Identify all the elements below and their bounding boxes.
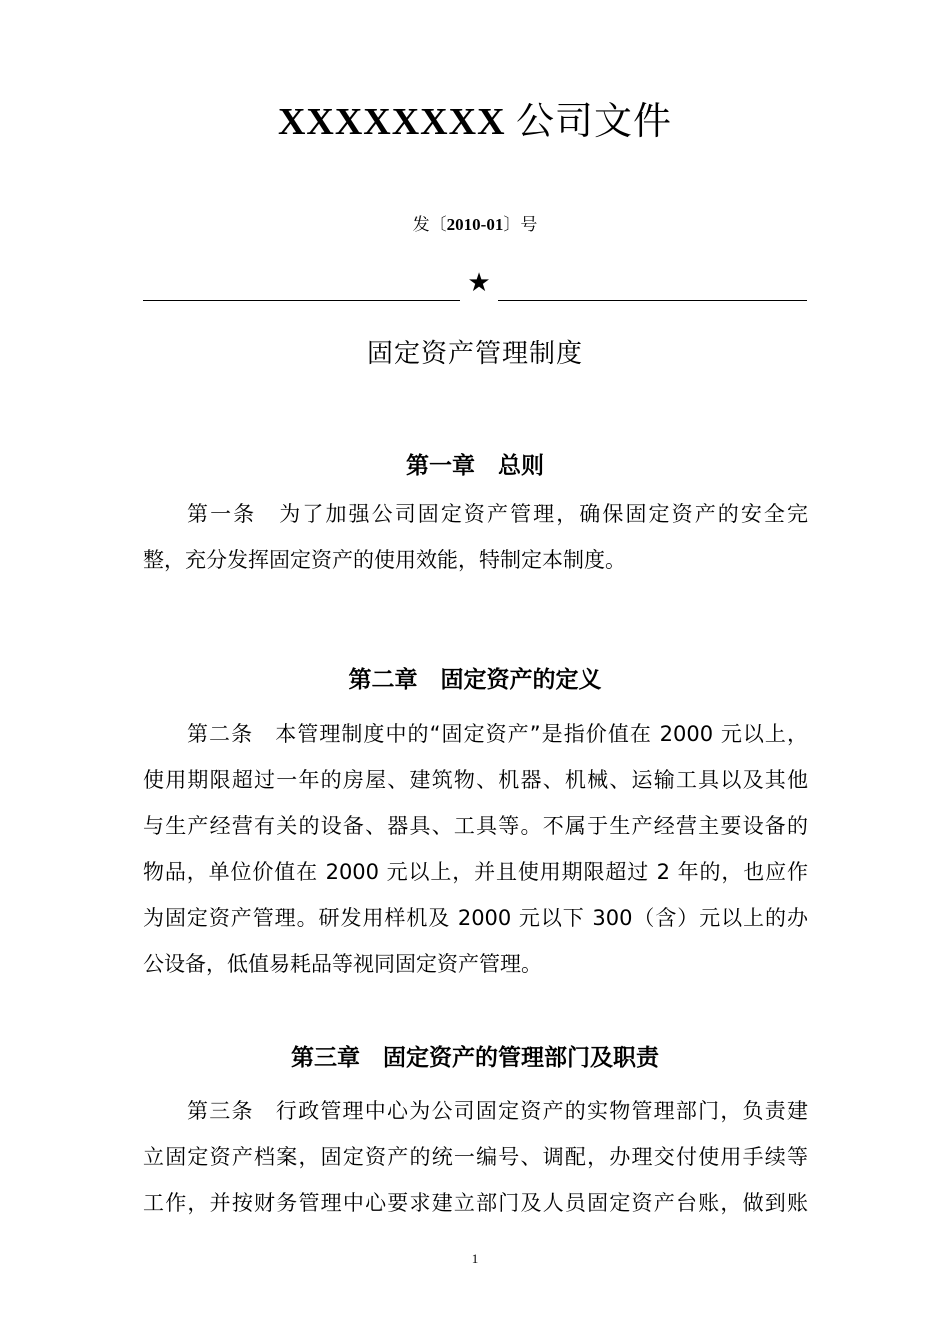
organization-name: XXXXXXXX <box>277 101 506 143</box>
article-paragraph <box>143 491 808 583</box>
chapter-heading: 第三章 固定资产的管理部门及职责 <box>291 1045 659 1071</box>
chapter-heading: 第二章 固定资产的定义 <box>348 667 602 693</box>
document-number-value: 2010-01 <box>446 215 504 234</box>
document-number-prefix: 发〔 <box>412 215 447 234</box>
article-paragraph <box>143 1088 808 1226</box>
paragraph-line: 立固定资产档案，固定资产的统一编号、调配，办理交付使用手续等 <box>143 1145 808 1169</box>
paragraph-line: 第二条 本管理制度中的“固定资产”是指价值在 2000 元以上， <box>187 722 808 746</box>
chapter-heading: 第一章 总则 <box>406 453 544 479</box>
paragraph-line: 为固定资产管理。研发用样机及 2000 元以下 300（含）元以上的办 <box>143 906 808 930</box>
header-title-suffix: 公司文件 <box>505 101 673 143</box>
paragraph-line: 与生产经营有关的设备、器具、工具等。不属于生产经营主要设备的 <box>143 814 808 838</box>
paragraph-line: 第一条 为了加强公司固定资产管理，确保固定资产的安全完 <box>187 502 808 526</box>
document-number-suffix: 〕号 <box>503 215 538 234</box>
document-header-title <box>0 92 950 152</box>
document-subject: 固定资产管理制度 <box>366 339 583 369</box>
paragraph-line: 物品，单位价值在 2000 元以上，并且使用期限超过 2 年的，也应作 <box>143 860 808 884</box>
document-number <box>0 212 950 238</box>
page-number: 1 <box>471 1251 479 1266</box>
header-divider-right <box>498 300 807 301</box>
paragraph-line: 工作，并按财务管理中心要求建立部门及人员固定资产台账，做到账 <box>143 1191 808 1215</box>
star-icon: ★ <box>467 268 491 298</box>
article-paragraph <box>143 711 808 987</box>
header-divider-left <box>143 300 460 301</box>
paragraph-line: 整，充分发挥固定资产的使用效能，特制定本制度。 <box>143 548 626 572</box>
paragraph-line: 第三条 行政管理中心为公司固定资产的实物管理部门，负责建 <box>187 1099 808 1123</box>
paragraph-line: 使用期限超过一年的房屋、建筑物、机器、机械、运输工具以及其他 <box>143 768 808 792</box>
paragraph-line: 公设备，低值易耗品等视同固定资产管理。 <box>143 952 542 976</box>
